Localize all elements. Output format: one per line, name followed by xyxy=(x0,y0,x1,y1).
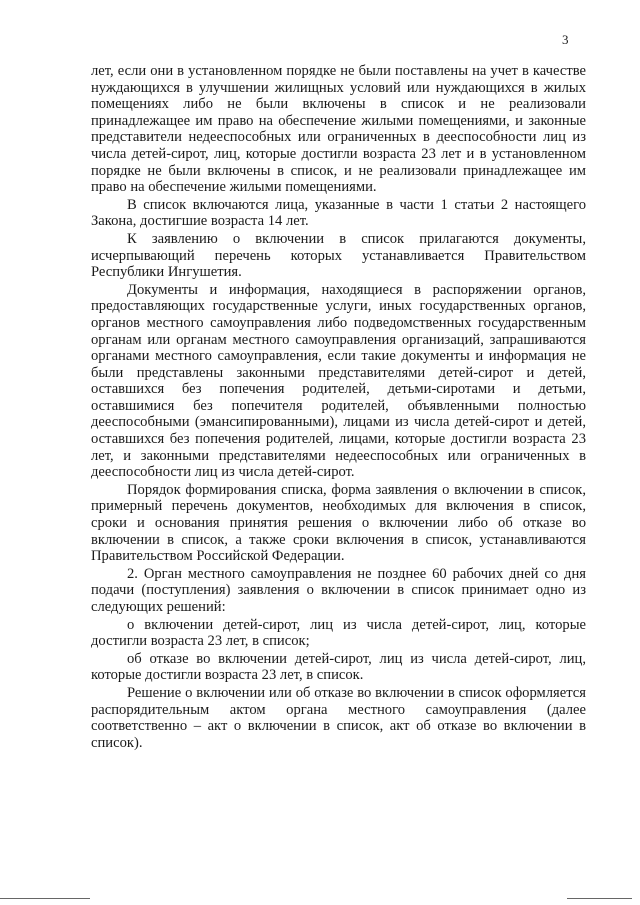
paragraph-continuation: лет, если они в установленном порядке не были поставлены на учет в качестве нуждающихся в улучшении жилищных условий или нуждающихся в жилых помещениях либо не были включены в список и не реализовали принадлежащее им право на обеспечение жилыми помещениями, и законные представители недееспособных или ограниченных в дееспособности лиц из числа детей-сирот, лиц, которые достигли возраста 23 лет и в установленном порядке не были включены в список, и не реализовали принадлежащее им право на обеспечение жилыми помещениями. xyxy=(91,63,586,196)
scan-edge-left xyxy=(0,898,90,899)
paragraph-section-2: 2. Орган местного самоуправления не позднее 60 рабочих дней со дня подачи (поступления) заявления о включении в список принимает одно из следующих решений: xyxy=(91,565,586,615)
page-number: 3 xyxy=(562,32,569,47)
paragraph-documents-attached: К заявлению о включении в список прилагаются документы, исчерпывающий перечень которых устанавливается Правительством Республики Ингушетия. xyxy=(91,230,586,281)
paragraph-decision-refuse: об отказе во включении детей-сирот, лиц из числа детей-сирот, лиц, которые достигли возраста 23 лет, в список. xyxy=(91,650,586,684)
paragraph-decision-act: Решение о включении или об отказе во включении в список оформляется распорядительным актом органа местного самоуправления (далее соответственно – акт о включении в список, акт об отказе во включении в список). xyxy=(91,684,586,751)
document-body xyxy=(91,63,586,752)
paragraph-decision-include: о включении детей-сирот, лиц из числа детей-сирот, лиц, которые достигли возраста 23 лет, в список; xyxy=(91,616,586,650)
paragraph-procedure: Порядок формирования списка, форма заявления о включении в список, примерный перечень документов, необходимых для включения в список, сроки и основания принятия решения о включении либо об отказе во включении в список, а также сроки включения в список, устанавливаются Правительством Российской Федерации. xyxy=(91,481,586,565)
scan-edge-right xyxy=(567,898,632,899)
paragraph-list-inclusion: В список включаются лица, указанные в части 1 статьи 2 настоящего Закона, достигшие возраста 14 лет. xyxy=(91,196,586,230)
paragraph-documents-info: Документы и информация, находящиеся в распоряжении органов, предоставляющих государственные услуги, иных государственных органов, органов местного самоуправления либо подведомственных государственным органам или органам местного самоуправления организаций, запрашиваются органами местного самоуправления, если такие документы и информация не были представлены законными представителями детей-сирот и детей, оставшихся без попечения родителей, детьми-сиротами и детьми, оставшимися без попечителя родителей, объявленными полностью дееспособными (эмансипированными), лицами из числа детей-сирот и детей, оставшихся без попечения родителей, лицами, которые достигли возраста 23 лет, и законными представителями недееспособных или ограниченных в дееспособности лиц из числа детей-сирот. xyxy=(91,281,586,481)
